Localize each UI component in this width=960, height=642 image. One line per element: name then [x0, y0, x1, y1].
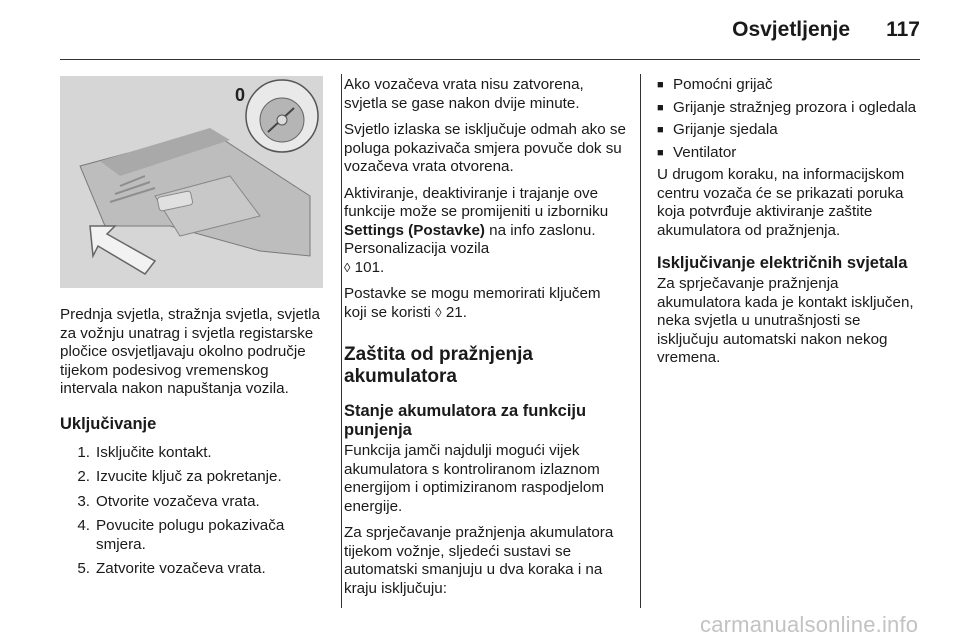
list-item: ■ Pomoćni grijač — [657, 76, 773, 93]
page-ref-icon: ◊ — [344, 259, 351, 275]
turn-signal-lever-illustration — [60, 76, 323, 288]
column-2 — [344, 76, 626, 606]
page-number: 117 — [886, 18, 920, 41]
paragraph: Ako vozačeva vrata nisu zatvorena, svjetla se gase nakon dvije minute. — [344, 76, 584, 112]
paragraph: Postavke se mogu memorirati ključem koji se koristi ◊ 21. — [344, 285, 601, 321]
list-item: 1. Isključite kontakt. — [77, 443, 212, 461]
list-item: 4. Povucite polugu pokazivača smjera. — [77, 517, 285, 553]
paragraph: Aktiviranje, deaktiviranje i trajanje ove funkcije može se promijeniti u izborniku Settings (Postavke) na info zaslonu. Personalizacija vozila ◊ 101. — [344, 184, 609, 276]
paragraph: Za sprječavanje pražnjenja akumulatora kada je kontakt isključen, neka svjetla u unutrašnjosti se isključuju automatski nakon nekog vremena. — [657, 275, 914, 366]
page-header — [0, 14, 960, 48]
section-heading-battery-protection: Zaštita od pražnjenja akumulatora — [344, 344, 533, 387]
systems-list — [657, 76, 923, 162]
intro-paragraph: Prednja svjetla, stražnja svjetla, svjetla za vožnju unatrag i svjetla registarske pločice osvjetljavaju okolno područje tijekom podesivog vremenskog intervala nakon napuštanja vozila. — [60, 306, 320, 397]
chapter-title: Osvjetljenje — [732, 18, 850, 41]
page-ref-link[interactable]: 21. — [445, 303, 467, 321]
column-3 — [657, 76, 923, 376]
bullet-icon: ■ — [657, 124, 664, 136]
subheading-electrical-lights-off: Isključivanje električnih svjetala — [657, 254, 908, 272]
page-ref-icon: ◊ — [435, 304, 442, 320]
lever-drawing — [60, 76, 323, 288]
list-item: 5. Zatvorite vozačeva vrata. — [77, 560, 266, 577]
header-rule — [60, 59, 920, 60]
list-item: ■ Grijanje sjedala — [657, 121, 778, 138]
list-item: 3. Otvorite vozačeva vrata. — [77, 492, 260, 510]
section-heading-switch-on: Uključivanje — [60, 414, 157, 433]
list-item: ■ Ventilator — [657, 143, 737, 161]
subheading-battery-state: Stanje akumulatora za funkciju punjenja — [344, 402, 587, 439]
column-divider-1 — [341, 74, 342, 608]
menu-name: Settings (Postavke) — [344, 221, 485, 239]
paragraph: Za sprječavanje pražnjenja akumulatora tijekom vožnje, sljedeći sustavi se automatski smanjuju u dva koraka i na kraju isključuju: — [344, 524, 614, 597]
list-item: ■ Grijanje stražnjeg prozora i ogledala — [657, 98, 917, 116]
watermark: carmanualsonline.info — [700, 612, 919, 637]
paragraph: U drugom koraku, na informacijskom centru vozača će se prikazati poruka koja potvrđuje aktiviranje zaštite akumulatora od pražnjenja. — [657, 166, 905, 239]
page-ref-link[interactable]: 101. — [354, 258, 385, 276]
bullet-icon: ■ — [657, 146, 664, 159]
column-divider-2 — [640, 74, 641, 608]
paragraph: Svjetlo izlaska se isključuje odmah ako se poluga pokazivača smjera povuče dok su vozačeva vrata otvorena. — [344, 121, 626, 175]
bullet-icon: ■ — [657, 79, 664, 91]
bullet-icon: ■ — [657, 101, 664, 114]
position-zero-label: 0 — [235, 85, 246, 105]
steps-list — [60, 444, 326, 579]
list-item: 2. Izvucite ključ za pokretanje. — [77, 468, 282, 485]
paragraph: Funkcija jamči najdulji mogući vijek akumulatora s kontroliranom izlaznom energijom i optimiziranom raspodjelom energije. — [344, 442, 604, 515]
column-1 — [60, 76, 326, 585]
